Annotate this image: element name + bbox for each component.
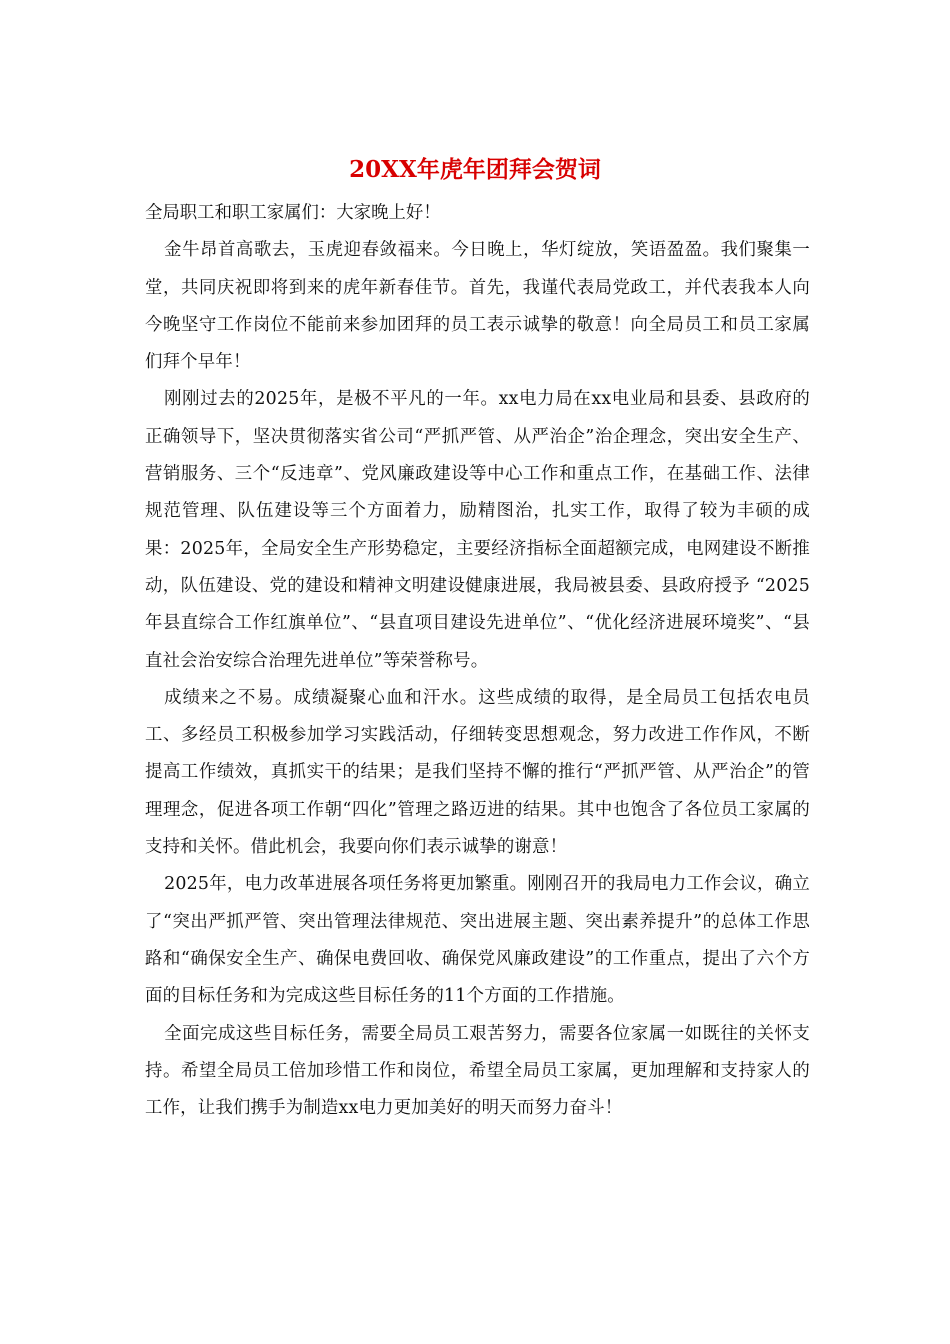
paragraph-closing: 全面完成这些目标任务，需要全局员工艰苦努力，需要各位家属一如既往的关怀支持。希望全局员工倍加珍惜工作和岗位，希望全局员工家属，更加理解和支持家人的工作，让我们携手为制造xx电力更加美好的明天而努力奋斗！	[145, 1023, 810, 1119]
paragraph-opening: 金牛昂首高歌去，玉虎迎春敛福来。今日晚上，华灯绽放，笑语盈盈。我们聚集一堂，共同庆祝即将到来的虎年新春佳节。首先，我谨代表局党政工，并代表我本人向今晚坚守工作岗位不能前来参加团拜的员工表示诚挚的敬意！向全局员工和员工家属们拜个早年！	[145, 240, 810, 373]
salutation: 全局职工和职工家属们：大家晚上好！	[145, 203, 441, 223]
paragraph-review: 刚刚过去的2025年，是极不平凡的一年。xx电力局在xx电业局和县委、县政府的正确领导下，坚决贯彻落实省公司“严抓严管、从严治企”治企理念，突出安全生产、营销服务、三个“反违章”、党风廉政建设等中心工作和重点工作，在基础工作、法律规范管理、队伍建设等三个方面着力，励精图治，扎实工作，取得了较为丰硕的成果：2025年，全局安全生产形势稳定，主要经济指标全面超额完成，电网建设不断推动，队伍建设、党的建设和精神文明建设健康进展，我局被县委、县政府授予 “2025年县直综合工作红旗单位”、“县直项目建设先进单位”、“优化经济进展环境奖”、“县直社会治安综合治理先进单位”等荣誉称号。	[145, 389, 810, 671]
document-body	[145, 195, 810, 1127]
document-title: 20XX年虎年团拜会贺词	[349, 156, 601, 183]
paragraph-achievements: 成绩来之不易。成绩凝聚心血和汗水。这些成绩的取得，是全局员工包括农电员工、多经员工积极参加学习实践活动，仔细转变思想观念，努力改进工作作风，不断提高工作绩效，真抓实干的结果；是我们坚持不懈的推行“严抓严管、从严治企”的管理理念，促进各项工作朝“四化”管理之路迈进的结果。其中也饱含了各位员工家属的支持和关怀。借此机会，我要向你们表示诚挚的谢意！	[145, 687, 810, 858]
paragraph-plans: 2025年，电力改革进展各项任务将更加繁重。刚刚召开的我局电力工作会议，确立了“突出严抓严管、突出管理法律规范、突出进展主题、突出素养提升”的总体工作思路和“确保安全生产、确保电费回收、确保党风廉政建设”的工作重点，提出了六个方面的目标任务和为完成这些目标任务的11个方面的工作措施。	[145, 874, 810, 1007]
